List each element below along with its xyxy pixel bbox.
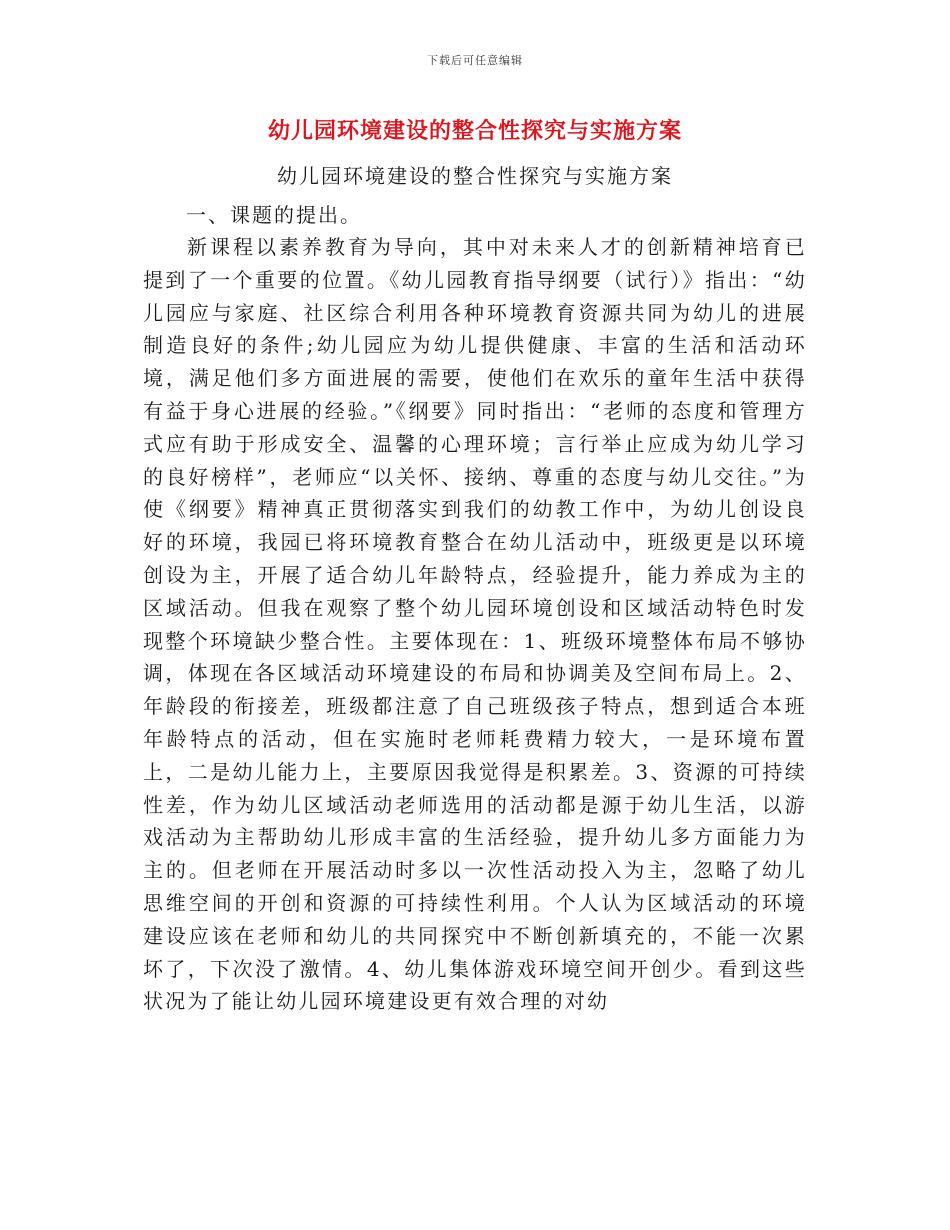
- header-note: 下载后可任意编辑: [427, 54, 523, 67]
- document-title: 幼儿园环境建设的整合性探究与实施方案: [267, 119, 682, 144]
- document-subtitle: 幼儿园环境建设的整合性探究与实施方案: [277, 164, 673, 188]
- body-paragraph: 新课程以素养教育为导向，其中对未来人才的创新精神培育已提到了一个重要的位置。《幼儿园教育指导纲要（试行）》指出：“幼儿园应与家庭、社区综合利用各种环境教育资源共同为幼儿的进展制造良好的条件;幼儿园应为幼儿提供健康、丰富的生活和活动环境，满足他们多方面进展的需要，使他们在欢乐的童年生活中获得有益于身心进展的经验。”《纲要》同时指出：“老师的态度和管理方式应有助于形成安全、温馨的心理环境；言行举止应成为幼儿学习的良好榜样”，老师应“以关怀、接纳、尊重的态度与幼儿交往。”为使《纲要》精神真正贯彻落实到我们的幼教工作中，为幼儿创设良好的环境，我园已将环境教育整合在幼儿活动中，班级更是以环境创设为主，开展了适合幼儿年龄特点，经验提升，能力养成为主的区域活动。但我在观察了整个幼儿园环境创设和区域活动特色时发现整个环境缺少整合性。主要体现在：1、班级环境整体布局不够协调，体现在各区域活动环境建设的布局和协调美及空间布局上。2、年龄段的衔接差，班级都注意了自己班级孩子特点，想到适合本班年龄特点的活动，但在实施时老师耗费精力较大，一是环境布置上，二是幼儿能力上，主要原因我觉得是积累差。3、资源的可持续性差，作为幼儿区域活动老师选用的活动都是源于幼儿生活，以游戏活动为主帮助幼儿形成丰富的生活经验，提升幼儿多方面能力为主的。但老师在开展活动时多以一次性活动投入为主，忽略了幼儿思维空间的开创和资源的可持续性利用。个人认为区域活动的环境建设应该在老师和幼儿的共同探究中不断创新填充的，不能一次累坏了，下次没了激情。4、幼儿集体游戏环境空间开创少。看到这些状况为了能让幼儿园环境建设更有效合理的对幼: [143, 235, 807, 1014]
- section-heading: 一、课题的提出。: [186, 203, 362, 227]
